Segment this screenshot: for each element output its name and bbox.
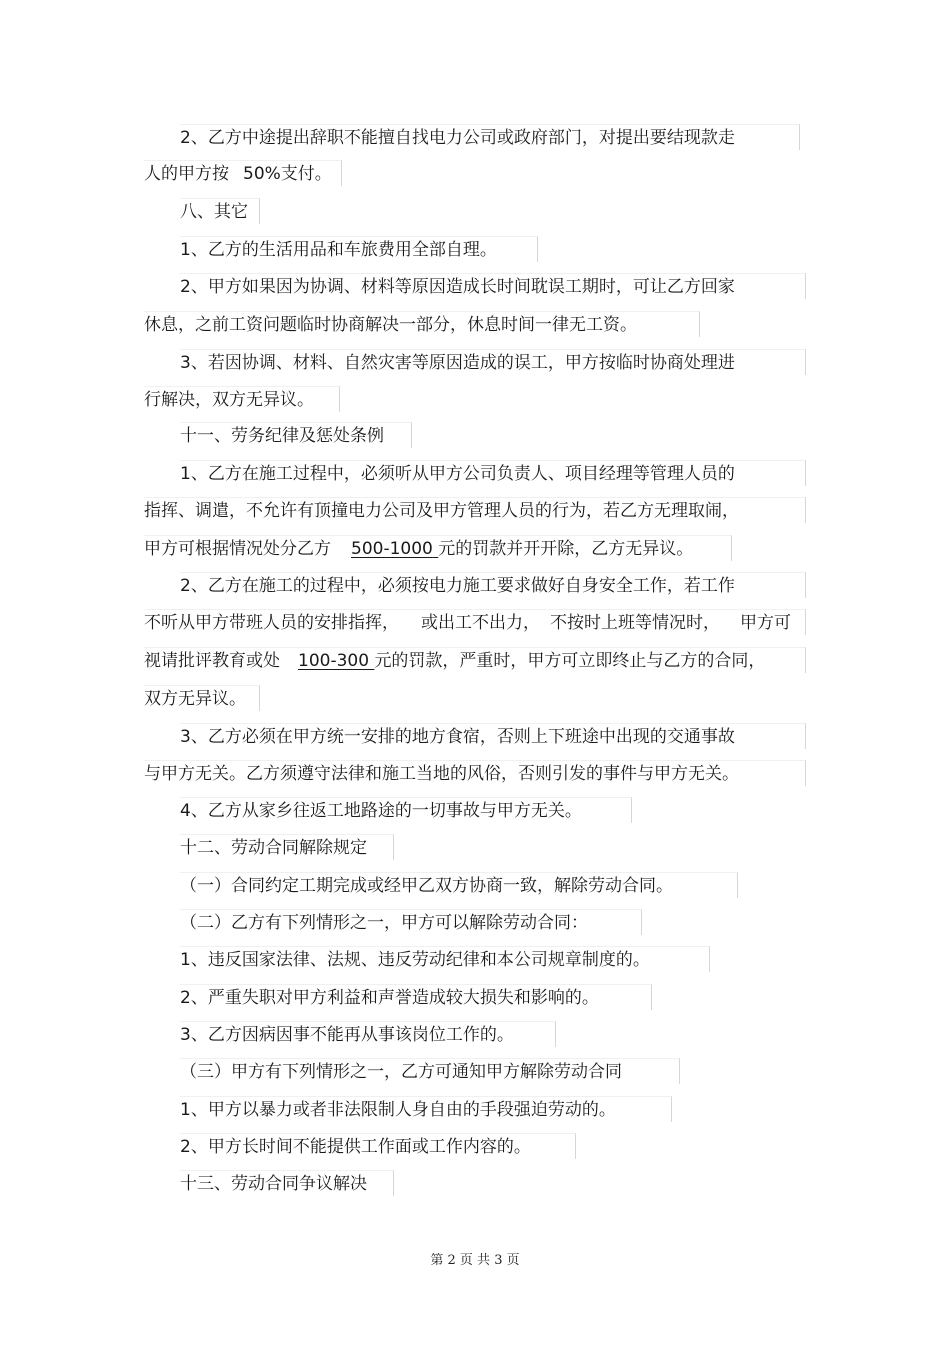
text-line — [144, 647, 806, 673]
text-line: 2、甲方长时间不能提供工作面或工作内容的。 — [180, 1133, 576, 1159]
text-line: 与甲方无关。乙方须遵守法律和施工当地的风俗，否则引发的事件与甲方无关。 — [144, 760, 806, 786]
text-line: 1、甲方以暴力或者非法限制人身自由的手段强迫劳动的。 — [180, 1096, 672, 1122]
section-heading: 十二、劳动合同解除规定 — [180, 834, 394, 860]
text-line: 休息，之前工资问题临时协商解决一部分，休息时间一律无工资。 — [144, 311, 700, 337]
text-line — [144, 160, 342, 186]
text-run: 甲方可根据情况处分乙方 — [144, 539, 331, 559]
text-line: 指挥、调遣，不允许有顶撞电力公司及甲方管理人员的行为，若乙方无理取闹， — [144, 497, 806, 523]
text-line: （三）甲方有下列情形之一，乙方可通知甲方解除劳动合同 — [180, 1058, 680, 1084]
text-run: 元的罚款并开开除，乙方无异议。 — [438, 539, 694, 559]
text-line: 2、甲方如果因为协调、材料等原因造成长时间耽误工期时，可让乙方回家 — [180, 273, 806, 299]
text-line: 双方无异议。 — [144, 685, 260, 711]
text-line: 1、乙方在施工过程中，必须听从甲方公司负责人、项目经理等管理人员的 — [180, 460, 806, 486]
text-run: 元的罚款，严重时，甲方可立即终止与乙方的合同， — [374, 651, 766, 671]
text-line: 4、乙方从家乡往返工地路途的一切事故与甲方无关。 — [180, 797, 632, 823]
text-run: 不听从甲方带班人员的安排指挥， — [144, 613, 399, 633]
text-line: 1、违反国家法律、法规、违反劳动纪律和本公司规章制度的。 — [180, 946, 710, 972]
section-heading: 十三、劳动合同争议解决 — [180, 1170, 394, 1196]
text-line: 3、乙方因病因事不能再从事该岗位工作的。 — [180, 1021, 556, 1047]
text-line — [144, 535, 732, 561]
text-line: （二）乙方有下列情形之一，甲方可以解除劳动合同： — [180, 909, 642, 935]
text-run: 甲方可 — [740, 613, 791, 633]
text-run: 或出工不出力， — [421, 613, 540, 633]
text-line: 行解决，双方无异议。 — [144, 386, 340, 412]
text-line: 1、乙方的生活用品和车旅费用全部自理。 — [180, 236, 538, 262]
text-run: 视请批评教育或处 — [144, 651, 280, 671]
text-run: 人的甲方按 — [144, 164, 229, 184]
text-run: 支付。 — [280, 164, 332, 184]
text-line: 2、乙方中途提出辞职不能擅自找电力公司或政府部门，对提出要结现款走 — [180, 124, 800, 150]
page-number-footer: 第 2 页 共 3 页 — [430, 1253, 520, 1268]
text-line: 2、严重失职对甲方利益和声誉造成较大损失和影响的。 — [180, 984, 652, 1010]
text-line: 2、乙方在施工的过程中，必须按电力施工要求做好自身安全工作，若工作 — [180, 572, 806, 598]
section-heading: 十一、劳务纪律及惩处条例 — [180, 422, 412, 448]
text-line — [144, 609, 806, 635]
text-run: 不按时上班等情况时， — [550, 613, 720, 633]
text-line: 3、若因协调、材料、自然灾害等原因造成的误工，甲方按临时协商处理进 — [180, 349, 806, 375]
fine-range: 100-300 — [298, 651, 370, 671]
section-heading: 八、其它 — [180, 198, 260, 224]
text-line: 3、乙方必须在甲方统一安排的地方食宿，否则上下班途中出现的交通事故 — [180, 723, 806, 749]
percent-value: 50% — [243, 164, 281, 184]
text-line: （一）合同约定工期完成或经甲乙双方协商一致，解除劳动合同。 — [180, 872, 738, 898]
fine-range: 500-1000 — [351, 539, 433, 559]
